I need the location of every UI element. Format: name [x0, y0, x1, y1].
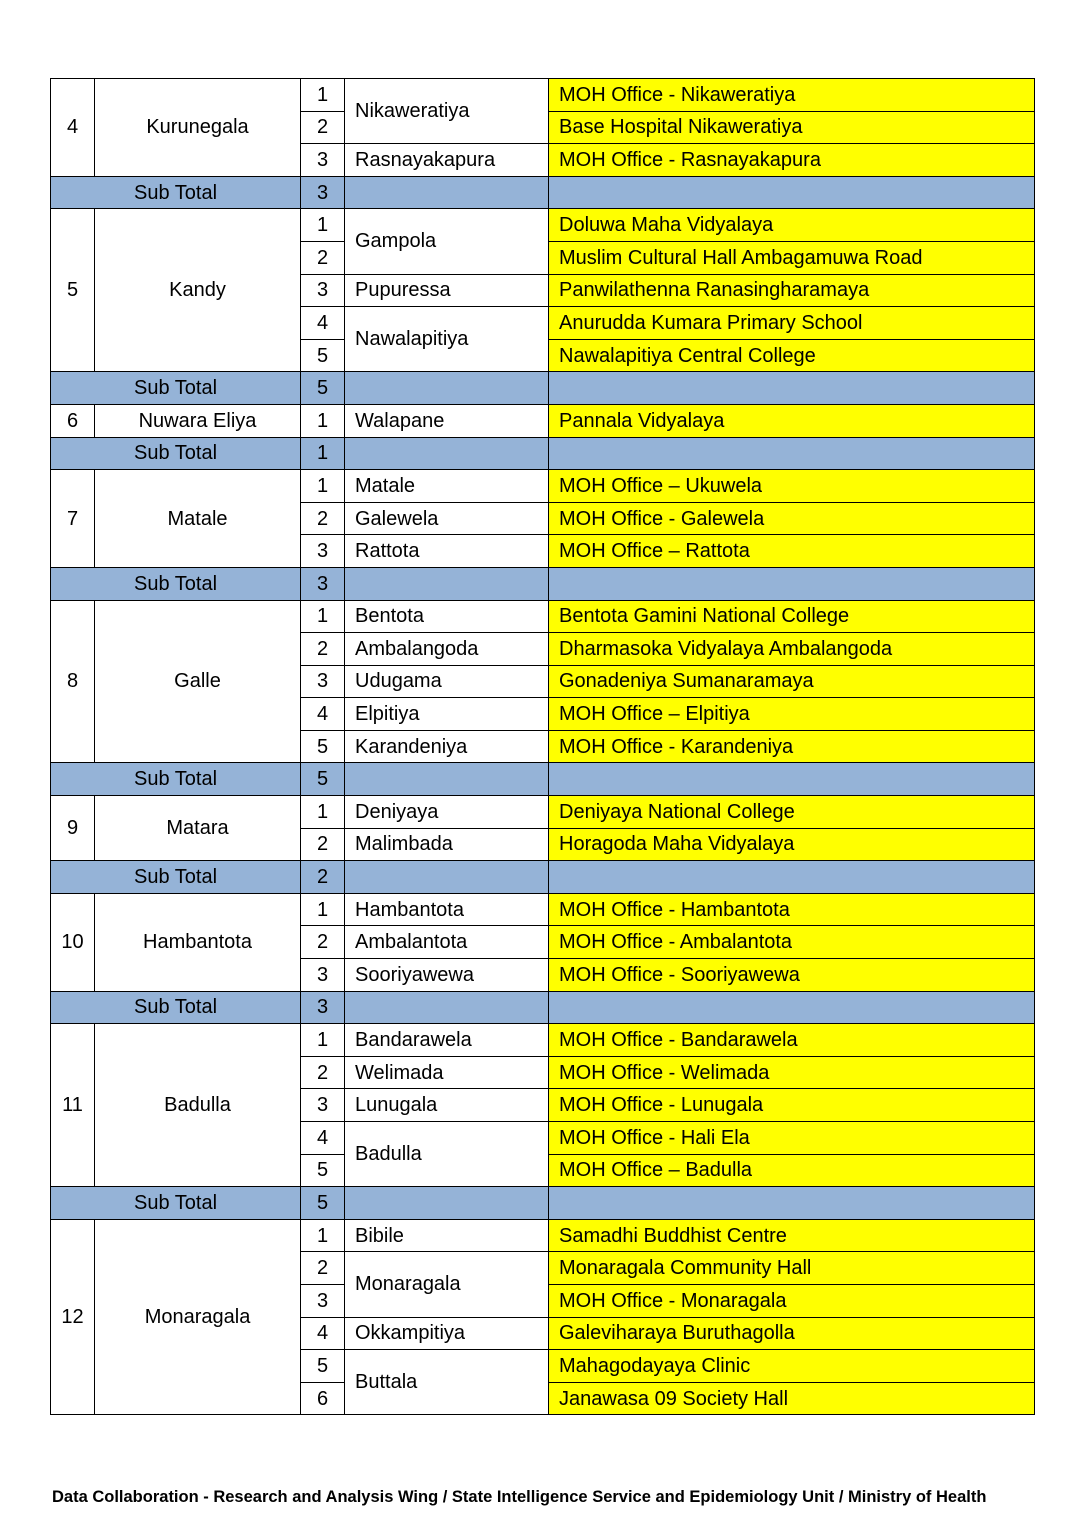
centre-location: Samadhi Buddhist Centre — [549, 1219, 1035, 1252]
subtotal-blank — [345, 991, 549, 1024]
subtotal-blank — [549, 1187, 1035, 1220]
moh-area: Nawalapitiya — [345, 307, 549, 372]
subtotal-blank — [549, 991, 1035, 1024]
centre-location: Gonadeniya Sumanaramaya — [549, 665, 1035, 698]
district-number: 11 — [51, 1024, 95, 1187]
centre-index: 5 — [301, 1350, 345, 1383]
moh-area: Rasnayakapura — [345, 144, 549, 177]
centre-location: Anurudda Kumara Primary School — [549, 307, 1035, 340]
moh-area: Matale — [345, 470, 549, 503]
centre-location: MOH Office - Rasnayakapura — [549, 144, 1035, 177]
centre-location: MOH Office – Rattota — [549, 535, 1035, 568]
moh-area: Okkampitiya — [345, 1317, 549, 1350]
centre-index: 1 — [301, 209, 345, 242]
subtotal-blank — [549, 372, 1035, 405]
centre-location: Monaragala Community Hall — [549, 1252, 1035, 1285]
moh-area: Bibile — [345, 1219, 549, 1252]
moh-area: Galewela — [345, 502, 549, 535]
centre-index: 1 — [301, 470, 345, 503]
district-name: Monaragala — [95, 1219, 301, 1415]
moh-area: Monaragala — [345, 1252, 549, 1317]
centre-location: MOH Office - Hambantota — [549, 893, 1035, 926]
subtotal-label: Sub Total — [51, 567, 301, 600]
moh-area: Lunugala — [345, 1089, 549, 1122]
table-row — [51, 893, 1035, 926]
moh-area: Elpitiya — [345, 698, 549, 731]
district-number: 10 — [51, 893, 95, 991]
subtotal-blank — [345, 567, 549, 600]
centre-index: 4 — [301, 1122, 345, 1155]
centre-index: 3 — [301, 665, 345, 698]
centre-index: 1 — [301, 1024, 345, 1057]
moh-area: Malimbada — [345, 828, 549, 861]
table-row — [51, 600, 1035, 633]
subtotal-label: Sub Total — [51, 991, 301, 1024]
subtotal-label: Sub Total — [51, 861, 301, 894]
table-row — [51, 1219, 1035, 1252]
district-name: Kandy — [95, 209, 301, 372]
subtotal-count: 1 — [301, 437, 345, 470]
centre-index: 3 — [301, 535, 345, 568]
centre-location: MOH Office - Hali Ela — [549, 1122, 1035, 1155]
district-name: Matale — [95, 470, 301, 568]
centre-index: 1 — [301, 404, 345, 437]
table-row — [51, 209, 1035, 242]
subtotal-row — [51, 1187, 1035, 1220]
subtotal-blank — [549, 437, 1035, 470]
moh-area: Bentota — [345, 600, 549, 633]
centre-index: 4 — [301, 1317, 345, 1350]
subtotal-blank — [549, 176, 1035, 209]
subtotal-count: 2 — [301, 861, 345, 894]
centre-location: Galeviharaya Buruthagolla — [549, 1317, 1035, 1350]
district-number: 9 — [51, 796, 95, 861]
centre-location: MOH Office – Ukuwela — [549, 470, 1035, 503]
subtotal-blank — [549, 861, 1035, 894]
centre-location: MOH Office - Ambalantota — [549, 926, 1035, 959]
table-row — [51, 1024, 1035, 1057]
centre-location: Dharmasoka Vidyalaya Ambalangoda — [549, 633, 1035, 666]
subtotal-count: 5 — [301, 763, 345, 796]
moh-area: Udugama — [345, 665, 549, 698]
subtotal-label: Sub Total — [51, 763, 301, 796]
centre-index: 4 — [301, 307, 345, 340]
subtotal-label: Sub Total — [51, 1187, 301, 1220]
moh-area: Rattota — [345, 535, 549, 568]
moh-area: Bandarawela — [345, 1024, 549, 1057]
district-name: Nuwara Eliya — [95, 404, 301, 437]
table-row — [51, 796, 1035, 829]
centre-location: MOH Office - Monaragala — [549, 1284, 1035, 1317]
moh-area: Sooriyawewa — [345, 959, 549, 992]
subtotal-count: 3 — [301, 567, 345, 600]
centre-location: Bentota Gamini National College — [549, 600, 1035, 633]
vaccination-centres-table — [50, 78, 1035, 1415]
centre-index: 2 — [301, 1252, 345, 1285]
centre-index: 3 — [301, 1284, 345, 1317]
centre-location: Nawalapitiya Central College — [549, 339, 1035, 372]
moh-area: Karandeniya — [345, 730, 549, 763]
subtotal-row — [51, 991, 1035, 1024]
centre-index: 3 — [301, 144, 345, 177]
centre-location: MOH Office - Sooriyawewa — [549, 959, 1035, 992]
moh-area: Deniyaya — [345, 796, 549, 829]
centre-location: Deniyaya National College — [549, 796, 1035, 829]
subtotal-blank — [345, 176, 549, 209]
subtotal-row — [51, 763, 1035, 796]
moh-area: Hambantota — [345, 893, 549, 926]
centre-location: MOH Office – Badulla — [549, 1154, 1035, 1187]
centre-location: Mahagodayaya Clinic — [549, 1350, 1035, 1383]
district-number: 4 — [51, 79, 95, 177]
subtotal-blank — [345, 372, 549, 405]
subtotal-count: 3 — [301, 176, 345, 209]
moh-area: Welimada — [345, 1056, 549, 1089]
district-number: 6 — [51, 404, 95, 437]
district-name: Hambantota — [95, 893, 301, 991]
centre-location: Panwilathenna Ranasingharamaya — [549, 274, 1035, 307]
subtotal-row — [51, 176, 1035, 209]
centre-location: Muslim Cultural Hall Ambagamuwa Road — [549, 241, 1035, 274]
subtotal-row — [51, 372, 1035, 405]
subtotal-count: 5 — [301, 372, 345, 405]
centre-index: 2 — [301, 633, 345, 666]
subtotal-row — [51, 437, 1035, 470]
table-row — [51, 79, 1035, 112]
centre-location: MOH Office - Karandeniya — [549, 730, 1035, 763]
subtotal-label: Sub Total — [51, 176, 301, 209]
centre-location: MOH Office - Welimada — [549, 1056, 1035, 1089]
subtotal-count: 5 — [301, 1187, 345, 1220]
centre-index: 2 — [301, 241, 345, 274]
subtotal-count: 3 — [301, 991, 345, 1024]
centre-index: 1 — [301, 600, 345, 633]
subtotal-blank — [549, 763, 1035, 796]
centre-location: MOH Office - Lunugala — [549, 1089, 1035, 1122]
district-number: 8 — [51, 600, 95, 763]
centre-index: 5 — [301, 1154, 345, 1187]
district-name: Galle — [95, 600, 301, 763]
district-name: Badulla — [95, 1024, 301, 1187]
centre-index: 1 — [301, 79, 345, 112]
subtotal-label: Sub Total — [51, 372, 301, 405]
subtotal-row — [51, 567, 1035, 600]
centre-index: 2 — [301, 926, 345, 959]
centre-location: Pannala Vidyalaya — [549, 404, 1035, 437]
centre-location: MOH Office - Nikaweratiya — [549, 79, 1035, 112]
centre-index: 1 — [301, 1219, 345, 1252]
district-number: 5 — [51, 209, 95, 372]
centre-index: 2 — [301, 502, 345, 535]
subtotal-blank — [345, 1187, 549, 1220]
moh-area: Gampola — [345, 209, 549, 274]
centre-location: MOH Office - Bandarawela — [549, 1024, 1035, 1057]
district-number: 12 — [51, 1219, 95, 1415]
centre-index: 3 — [301, 1089, 345, 1122]
centre-location: MOH Office - Galewela — [549, 502, 1035, 535]
centre-location: Doluwa Maha Vidyalaya — [549, 209, 1035, 242]
centre-index: 2 — [301, 828, 345, 861]
district-name: Kurunegala — [95, 79, 301, 177]
table-row — [51, 470, 1035, 503]
moh-area: Buttala — [345, 1350, 549, 1415]
table-row — [51, 404, 1035, 437]
subtotal-blank — [345, 763, 549, 796]
moh-area: Ambalangoda — [345, 633, 549, 666]
subtotal-label: Sub Total — [51, 437, 301, 470]
centre-index: 5 — [301, 730, 345, 763]
centre-location: MOH Office – Elpitiya — [549, 698, 1035, 731]
subtotal-row — [51, 861, 1035, 894]
centre-location: Base Hospital Nikaweratiya — [549, 111, 1035, 144]
centre-index: 5 — [301, 339, 345, 372]
moh-area: Walapane — [345, 404, 549, 437]
moh-area: Badulla — [345, 1122, 549, 1187]
subtotal-blank — [345, 437, 549, 470]
district-name: Matara — [95, 796, 301, 861]
subtotal-blank — [345, 861, 549, 894]
centre-location: Janawasa 09 Society Hall — [549, 1382, 1035, 1415]
centre-index: 1 — [301, 796, 345, 829]
centre-index: 2 — [301, 1056, 345, 1089]
centre-index: 1 — [301, 893, 345, 926]
subtotal-blank — [549, 567, 1035, 600]
district-number: 7 — [51, 470, 95, 568]
centre-index: 2 — [301, 111, 345, 144]
centre-index: 3 — [301, 274, 345, 307]
moh-area: Pupuressa — [345, 274, 549, 307]
centre-location: Horagoda Maha Vidyalaya — [549, 828, 1035, 861]
footer-credit: Data Collaboration - Research and Analysis Wing / State Intelligence Service and Epidemiology Unit / Ministry of Health — [52, 1488, 987, 1506]
moh-area: Nikaweratiya — [345, 79, 549, 144]
centre-index: 6 — [301, 1382, 345, 1415]
centre-index: 3 — [301, 959, 345, 992]
centre-index: 4 — [301, 698, 345, 731]
moh-area: Ambalantota — [345, 926, 549, 959]
